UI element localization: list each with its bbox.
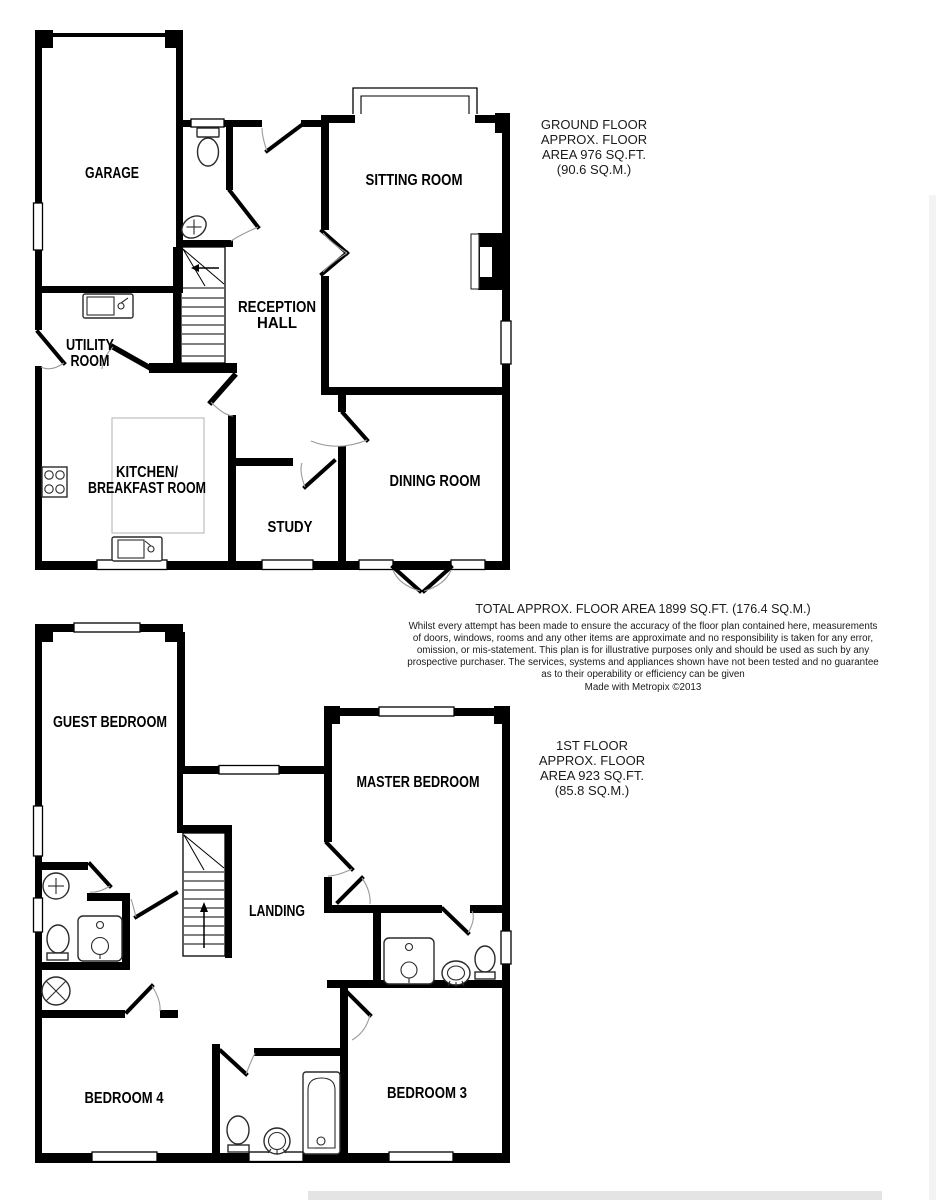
area-label-line: APPROX. FLOOR [538,753,646,768]
stair-arrow-head [200,902,208,912]
room-label-reception-hall: HALL [257,315,297,332]
wall-segment [338,390,346,412]
wall-segment [228,415,236,462]
bathroom-toilet-icon [227,1116,249,1152]
wall-segment [35,366,42,570]
door-swing-arc [468,911,473,933]
window [74,623,140,632]
wall-segment [323,387,510,395]
wall-segment [340,988,348,1163]
door-swing-arc [211,402,233,416]
wall-segment [212,1044,220,1163]
door-leaf [136,893,176,917]
room-label-landing: LANDING [249,903,305,920]
door-leaf [305,461,334,487]
wall-segment [321,276,329,395]
guest-ensuite-toilet-icon [47,925,69,960]
door-swing-arc [311,440,367,446]
wall-segment [321,123,329,230]
hob-icon [42,467,67,497]
wall-segment [149,363,237,373]
wall-segment [225,833,232,958]
window [191,119,224,127]
staircase-first [183,833,225,956]
room-label-bedroom-4: BEDROOM 4 [84,1090,164,1107]
first-windows [34,623,512,1162]
window [262,560,313,570]
disclaimer-line: Whilst every attempt has been made to ensure the accuracy of the floor plan contained here, measurements [408,621,878,632]
wall-segment [42,962,130,970]
wall-segment [35,48,42,203]
room-label-dining-room: DINING ROOM [389,473,481,490]
ground-floor-area-label [541,117,647,177]
window [379,707,454,716]
door-swing-arc [231,227,258,241]
bay-window [352,87,478,124]
summary-block [407,602,879,693]
guest-ensuite-shower-icon [78,916,122,961]
wall-segment [228,458,293,466]
disclaimer-line: prospective purchaser. The services, systems and appliances shown have not been tested and no guarantee [407,657,879,668]
first-floor-plan [34,623,512,1163]
fireplace [471,233,502,290]
wall-segment [338,446,346,561]
first-exterior-walls [35,624,510,1163]
angled-wall [113,347,152,369]
wall-segment [324,716,332,842]
door-leaf [338,878,362,902]
wc-toilet-icon [197,128,219,166]
door-swing-arc [131,899,136,917]
area-label-line: AREA 976 SQ.FT. [541,147,647,162]
total-area-title: TOTAL APPROX. FLOOR AREA 1899 SQ.FT. (176.4 SQ.M.) [475,602,811,616]
scan-artifact-bar [308,1191,882,1200]
window [34,806,43,856]
disclaimer-line: as to their operability or efficiency can be given [541,669,745,680]
door-swing-arc [152,986,160,1011]
scan-artifact-edge [929,195,936,1200]
door-swing-arc [328,869,352,876]
guest-ensuite-sink-icon [43,873,69,899]
door-swing-arc [90,886,110,892]
room-label-kitchen: BREAKFAST ROOM [88,480,206,497]
master-ensuite-shower-icon [384,938,434,984]
area-label-line: GROUND FLOOR [540,117,648,132]
door-leaf [343,413,367,440]
wall-segment [122,901,130,970]
stair-treads [182,249,224,356]
garage-door-line [53,33,165,37]
kitchen-sink-icon [112,537,162,561]
window [34,898,43,932]
window [219,766,279,775]
room-label-master-bedroom: MASTER BEDROOM [356,774,480,791]
wall-segment [176,240,233,247]
door-swing-arc [362,878,370,904]
area-label-line: (90.6 SQ.M.) [556,162,632,177]
double-door-leaf [322,253,347,274]
bathroom-sink-icon [264,1128,290,1154]
room-label-sitting-room: SITTING ROOM [365,172,463,189]
master-ensuite-toilet-icon [475,946,495,979]
staircase-ground [181,247,225,363]
ground-floor-plan [34,30,512,591]
door-swing-arc [41,363,64,369]
front-door-leaf [267,124,303,151]
room-label-utility-room: ROOM [70,353,110,370]
wall-segment [228,458,236,561]
wall-segment [226,127,233,190]
wall-segment [254,1048,340,1056]
wall-segment [160,1010,178,1018]
door-swing-arc [301,463,305,487]
extractor-icon [42,977,70,1005]
disclaimer-line: of doors, windows, rooms and any other items are approximate and no responsibility is taken for any error, [412,633,874,644]
door-leaf [38,332,64,363]
wall-segment [173,247,181,373]
french-door-leaf [393,567,420,591]
door-leaf [90,864,110,886]
room-label-guest-bedroom: GUEST BEDROOM [53,714,167,731]
wall-segment [324,905,442,913]
wall-segment [177,825,232,833]
room-label-study: STUDY [267,519,314,536]
area-label-line: (85.8 SQ.M.) [554,783,630,798]
window [92,1152,157,1162]
door-leaf [346,991,370,1015]
metropix-credit: Made with Metropix ©2013 [584,682,702,693]
double-door-leaf [322,231,347,253]
door-leaf [443,909,468,933]
area-label-line: APPROX. FLOOR [540,132,648,147]
annotations [407,117,879,798]
door-swing-arc [262,128,267,151]
french-door-leaf [424,567,451,591]
disclaimer-line: omission, or mis-statement. This plan is for illustrative purposes only and should be used as such by any [416,645,870,656]
door-leaf [221,1051,246,1074]
wall-segment [35,286,183,293]
room-label-kitchen: KITCHEN/ [116,464,179,481]
utility-sink-icon [83,294,133,318]
door-leaf [127,986,152,1012]
room-label-bedroom-3: BEDROOM 3 [387,1085,468,1102]
door-swing-arc [246,1053,255,1074]
wall-segment [177,774,183,827]
wall-segment [42,862,88,870]
room-label-utility-room: UTILITY [66,337,115,354]
wall-segment [35,30,53,48]
door-leaf [327,843,352,869]
wall-segment [177,632,185,771]
wall-segment [373,913,381,988]
window [451,560,485,570]
ground-room-labels [66,165,481,536]
room-label-garage: GARAGE [85,165,139,182]
room-label-reception-hall: RECEPTION [238,299,316,316]
area-label-line: 1ST FLOOR [555,738,629,753]
window [501,321,511,364]
door-leaf [230,191,258,227]
first-floor-area-label [539,738,645,798]
window [359,560,393,570]
window [34,203,43,250]
window [501,931,511,964]
wall-segment [87,893,130,901]
bathtub-icon [303,1072,340,1154]
wall-segment [233,120,262,127]
area-label-line: AREA 923 SQ.FT. [539,768,645,783]
door-leaf [211,376,234,402]
wall-segment [35,632,42,1162]
window [389,1152,453,1162]
wall-segment [42,1010,125,1018]
door-swing-arc [352,1015,370,1040]
